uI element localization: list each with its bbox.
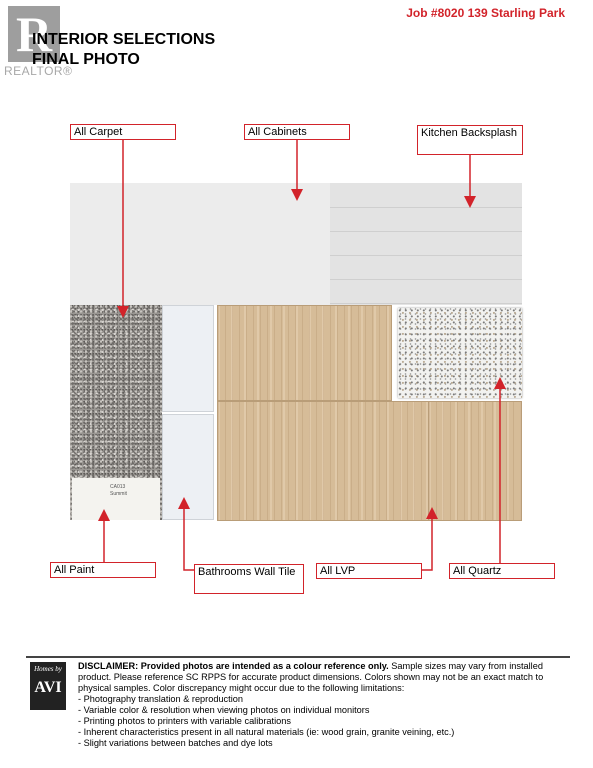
title-line-2: FINAL PHOTO	[32, 51, 140, 68]
paint-card-text	[110, 484, 127, 498]
job-title: Job #8020 139 Starling Park	[406, 6, 565, 20]
bath-tile-swatch	[162, 414, 214, 520]
backsplash-row	[330, 183, 522, 208]
lvp-plank	[428, 401, 522, 521]
avi-tagline: Homes by	[34, 665, 62, 673]
label-all-quartz: All Quartz	[449, 563, 555, 579]
label-all-paint: All Paint	[50, 562, 156, 578]
bath-tile-swatch	[162, 305, 214, 412]
label-all-cabinets: All Cabinets	[244, 124, 350, 140]
label-bathrooms-wall-tile: Bathrooms Wall Tile	[194, 564, 304, 594]
title-line-1: INTERIOR SELECTIONS	[32, 31, 216, 48]
label-kitchen-backsplash: Kitchen Backsplash	[417, 125, 523, 155]
paint-code: CA013	[110, 484, 126, 490]
document-title	[32, 30, 215, 70]
cabinet-swatch	[70, 183, 330, 305]
avi-logo	[30, 662, 66, 710]
label-all-carpet: All Carpet	[70, 124, 176, 140]
disclaimer-item: - Slight variations between batches and dye lots	[78, 738, 273, 748]
disclaimer-item: - Printing photos to printers with variable calibrations	[78, 716, 291, 726]
lvp-arrow	[422, 513, 432, 570]
lvp-plank	[217, 401, 430, 521]
disclaimer-body: Sample sizes may vary from installed product. Please reference SC RPPS for accurate product dimensions. Colors shown may not be an exact match to physical samples. Color discrepancy might occur due to the following limitations:	[78, 661, 544, 693]
backsplash-row	[330, 255, 522, 280]
avi-brand: AVI	[34, 679, 62, 696]
lvp-plank	[217, 305, 392, 401]
backsplash-row	[330, 207, 522, 232]
disclaimer-heading: DISCLAIMER: Provided photos are intended as a colour reference only.	[78, 661, 389, 671]
realtor-logo-letter: R	[15, 6, 53, 62]
label-all-lvp: All LVP	[316, 563, 422, 579]
disclaimer-text	[78, 661, 568, 749]
disclaimer-item: - Variable color & resolution when viewing photos on individual monitors	[78, 705, 370, 715]
backsplash-row	[330, 279, 522, 304]
realtor-logo-text: REALTOR®	[4, 64, 73, 78]
disclaimer-item: - Inherent characteristics present in all natural materials (ie: wood grain, granite veining, etc.)	[78, 727, 455, 737]
disclaimer-item: - Photography translation & reproduction	[78, 694, 243, 704]
paint-name: Summit	[110, 491, 127, 497]
quartz-swatch	[398, 308, 522, 398]
backsplash-row	[330, 231, 522, 256]
backsplash-swatch	[330, 183, 522, 305]
